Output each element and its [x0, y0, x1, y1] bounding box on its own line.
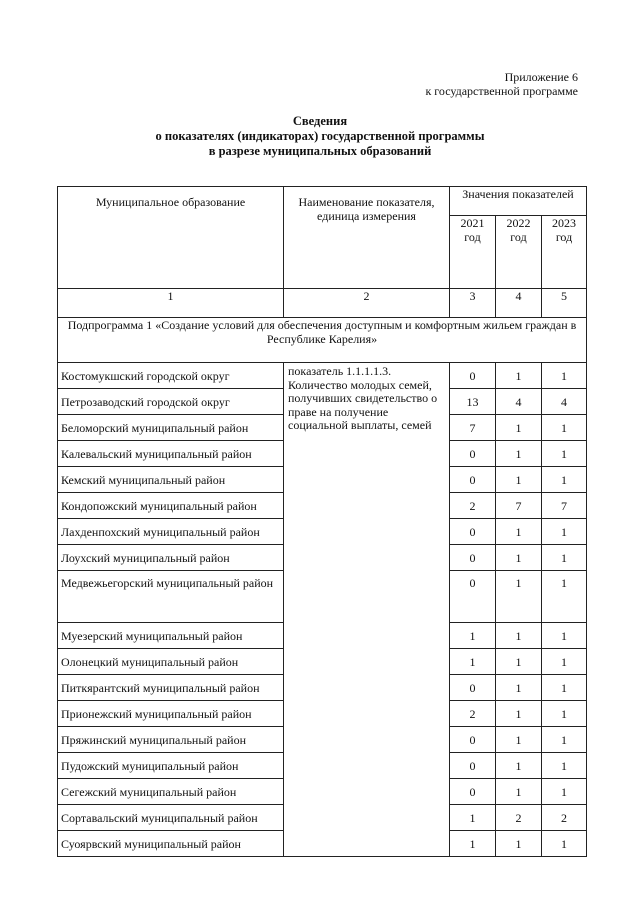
header-indicator: Наименование показателя, единица измерения: [284, 187, 450, 289]
title-line-1: Сведения: [292, 114, 348, 128]
subprogram-title: Подпрограмма 1 «Создание условий для обеспечения доступным и комфортным жильем граждан в Республике Карелия»: [58, 318, 587, 363]
value-2023: 4: [542, 389, 587, 415]
value-2023: 1: [542, 519, 587, 545]
title-line-2: о показателях (индикаторах) государственной программы: [155, 129, 485, 143]
value-2022: 1: [496, 675, 542, 701]
municipality-name: Беломорский муниципальный район: [58, 415, 284, 441]
value-2022: 7: [496, 493, 542, 519]
value-2022: 1: [496, 519, 542, 545]
municipality-name: Пудожский муниципальный район: [58, 753, 284, 779]
municipality-name: Питкярантский муниципальный район: [58, 675, 284, 701]
value-2022: 1: [496, 545, 542, 571]
value-2023: 1: [542, 649, 587, 675]
value-2023: 7: [542, 493, 587, 519]
header-year-2022: 2022 год: [496, 216, 542, 289]
value-2022: 1: [496, 727, 542, 753]
municipality-name: Сегежский муниципальный район: [58, 779, 284, 805]
value-2022: 1: [496, 571, 542, 623]
value-2022: 1: [496, 363, 542, 389]
value-2022: 1: [496, 415, 542, 441]
subprogram-row: [58, 318, 587, 363]
value-2022: 1: [496, 467, 542, 493]
value-2021: 0: [450, 363, 496, 389]
column-number-3: 3: [450, 289, 496, 318]
value-2023: 2: [542, 805, 587, 831]
value-2021: 0: [450, 571, 496, 623]
table-row: [58, 363, 587, 389]
value-2022: 1: [496, 779, 542, 805]
municipality-name: Медвежьегорский муниципальный район: [58, 571, 284, 623]
municipality-name: Лахденпохский муниципальный район: [58, 519, 284, 545]
value-2023: 1: [542, 363, 587, 389]
title-line-3: в разрезе муниципальных образований: [208, 144, 432, 158]
indicators-table: [57, 186, 587, 857]
value-2022: 4: [496, 389, 542, 415]
value-2022: 2: [496, 805, 542, 831]
value-2023: 1: [542, 831, 587, 857]
municipality-name: Лоухский муниципальный район: [58, 545, 284, 571]
value-2021: 0: [450, 545, 496, 571]
document-title: [0, 114, 640, 159]
value-2023: 1: [542, 571, 587, 623]
municipality-name: Олонецкий муниципальный район: [58, 649, 284, 675]
value-2021: 2: [450, 701, 496, 727]
column-number-1: 1: [58, 289, 284, 318]
indicator-description: показатель 1.1.1.1.3. Количество молодых семей, получивших свидетельство о праве на получение социальной выплаты, семей: [284, 363, 450, 857]
value-2021: 1: [450, 623, 496, 649]
value-2022: 1: [496, 441, 542, 467]
municipality-name: Кондопожский муниципальный район: [58, 493, 284, 519]
column-numbers-row: [58, 289, 587, 318]
municipality-name: Суоярвский муниципальный район: [58, 831, 284, 857]
municipality-name: Петрозаводский городской округ: [58, 389, 284, 415]
value-2023: 1: [542, 441, 587, 467]
value-2023: 1: [542, 779, 587, 805]
value-2023: 1: [542, 623, 587, 649]
value-2021: 0: [450, 779, 496, 805]
header-year-2023: 2023 год: [542, 216, 587, 289]
value-2023: 1: [542, 675, 587, 701]
value-2021: 0: [450, 753, 496, 779]
value-2021: 0: [450, 727, 496, 753]
column-number-4: 4: [496, 289, 542, 318]
value-2023: 1: [542, 727, 587, 753]
value-2022: 1: [496, 649, 542, 675]
municipality-name: Пряжинский муниципальный район: [58, 727, 284, 753]
value-2021: 7: [450, 415, 496, 441]
value-2021: 1: [450, 831, 496, 857]
header-municipality: Муниципальное образование: [58, 187, 284, 289]
value-2023: 1: [542, 701, 587, 727]
column-number-5: 5: [542, 289, 587, 318]
appendix-line-1: Приложение 6: [504, 70, 578, 84]
value-2021: 0: [450, 675, 496, 701]
header-values: Значения показателей: [450, 187, 587, 216]
value-2021: 0: [450, 519, 496, 545]
appendix-label: [425, 70, 578, 98]
value-2021: 0: [450, 441, 496, 467]
municipality-name: Прионежский муниципальный район: [58, 701, 284, 727]
value-2023: 1: [542, 753, 587, 779]
value-2021: 13: [450, 389, 496, 415]
value-2021: 1: [450, 805, 496, 831]
value-2023: 1: [542, 545, 587, 571]
column-number-2: 2: [284, 289, 450, 318]
header-year-2021: 2021 год: [450, 216, 496, 289]
value-2022: 1: [496, 623, 542, 649]
value-2023: 1: [542, 467, 587, 493]
municipality-name: Кемский муниципальный район: [58, 467, 284, 493]
value-2023: 1: [542, 415, 587, 441]
municipality-name: Костомукшский городской округ: [58, 363, 284, 389]
value-2021: 0: [450, 467, 496, 493]
value-2021: 2: [450, 493, 496, 519]
value-2022: 1: [496, 831, 542, 857]
municipality-name: Муезерский муниципальный район: [58, 623, 284, 649]
municipality-name: Сортавальский муниципальный район: [58, 805, 284, 831]
header-row: [58, 187, 587, 216]
value-2022: 1: [496, 701, 542, 727]
appendix-line-2: к государственной программе: [425, 84, 578, 98]
value-2021: 1: [450, 649, 496, 675]
value-2022: 1: [496, 753, 542, 779]
municipality-name: Калевальский муниципальный район: [58, 441, 284, 467]
